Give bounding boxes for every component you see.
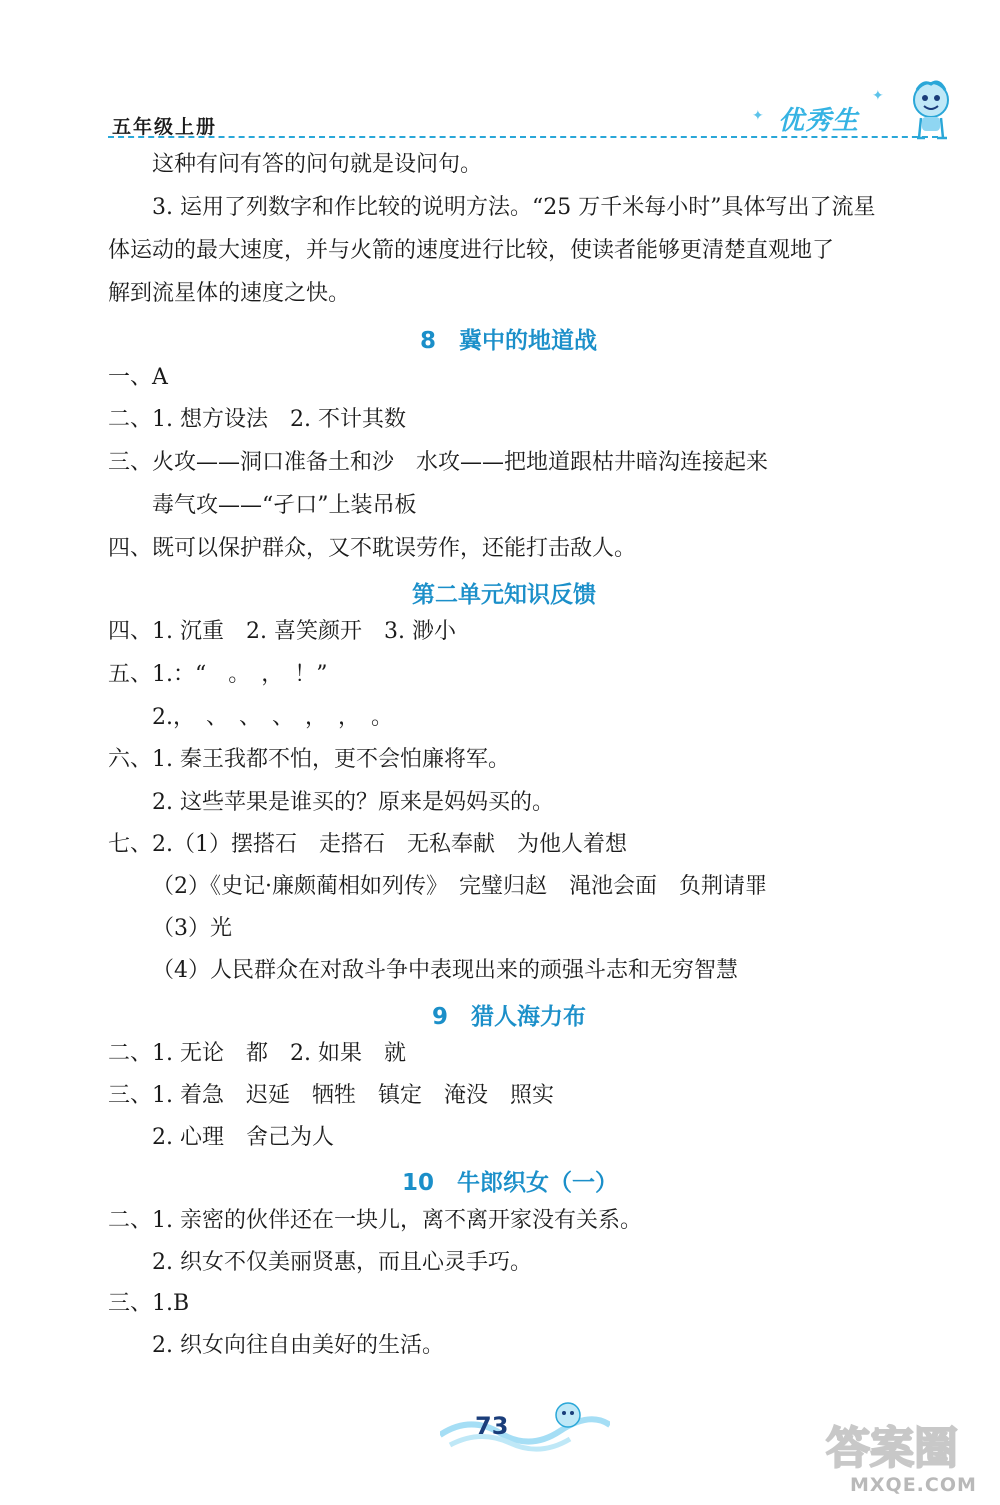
sparkle-icon: ✦: [872, 88, 884, 104]
lesson-heading: 9 猎人海力布: [432, 1004, 587, 1030]
footer-wave-icon: [440, 1395, 610, 1455]
answer-line: 六、1. 秦王我都不怕，更不会怕廉将军。: [108, 747, 510, 772]
answer-line: 二、1. 想方设法 2. 不计其数: [108, 407, 406, 432]
page-header: [0, 0, 1000, 150]
page-number: 73: [475, 1412, 509, 1440]
answer-line: 四、既可以保护群众，又不耽误劳作，还能打击敌人。: [108, 536, 637, 561]
answer-line: 2. 织女不仅美丽贤惠，而且心灵手巧。: [152, 1250, 532, 1275]
answer-line: 解到流星体的速度之快。: [108, 281, 351, 306]
answer-line: 2.， 、 、 、 ， ， 。: [152, 705, 393, 730]
answer-line: （2）《史记·廉颇蔺相如列传》 完璧归赵 渑池会面 负荆请罪: [152, 874, 767, 899]
lesson-heading: 10 牛郎织女（一）: [402, 1170, 619, 1196]
answer-line: （4）人民群众在对敌斗争中表现出来的顽强斗志和无穷智慧: [152, 958, 738, 983]
unit-heading: 第二单元知识反馈: [412, 582, 596, 608]
answer-line: （3）光: [152, 916, 232, 941]
brand-logo-text: 优秀生: [778, 106, 860, 136]
svg-text:答案圈: 答案圈: [826, 1423, 958, 1474]
sparkle-icon: ✦: [752, 108, 764, 124]
answer-line: 二、1. 无论 都 2. 如果 就: [108, 1041, 406, 1066]
answer-line: 3. 运用了列数字和作比较的说明方法。“25 万千米每小时”具体写出了流星: [152, 195, 876, 220]
answer-line: 四、1. 沉重 2. 喜笑颜开 3. 渺小: [108, 619, 456, 644]
answer-line: 2. 这些苹果是谁买的？原来是妈妈买的。: [152, 790, 554, 815]
answer-line: 2. 心理 舍己为人: [152, 1125, 334, 1150]
answer-line: 三、火攻——洞口准备土和沙 水攻——把地道跟枯井暗沟连接起来: [108, 450, 769, 475]
answer-line: 2. 织女向往自由美好的生活。: [152, 1333, 444, 1358]
lesson-heading: 8 冀中的地道战: [420, 328, 598, 354]
watermark-site: MXQE.COM: [850, 1474, 977, 1496]
answer-line: 三、1.B: [108, 1291, 190, 1316]
grade-label: 五年级上册: [112, 116, 218, 138]
answer-line: 毒气攻——“孑口”上装吊板: [152, 493, 417, 518]
answer-line: 这种有问有答的问句就是设问句。: [152, 152, 483, 177]
mascot-icon: [905, 78, 957, 144]
answer-line: 一、A: [108, 365, 168, 390]
answer-line: 二、1. 亲密的伙伴还在一块儿，离不离开家没有关系。: [108, 1208, 642, 1233]
answer-line: 三、1. 着急 迟延 牺牲 镇定 淹没 照实: [108, 1083, 554, 1108]
answer-line: 五、1.：“ 。 ， ！”: [108, 662, 328, 687]
answer-line: 七、2.（1）摆搭石 走搭石 无私奉献 为他人着想: [108, 832, 627, 857]
answer-line: 体运动的最大速度，并与火箭的速度进行比较，使读者能够更清楚直观地了: [108, 238, 835, 263]
